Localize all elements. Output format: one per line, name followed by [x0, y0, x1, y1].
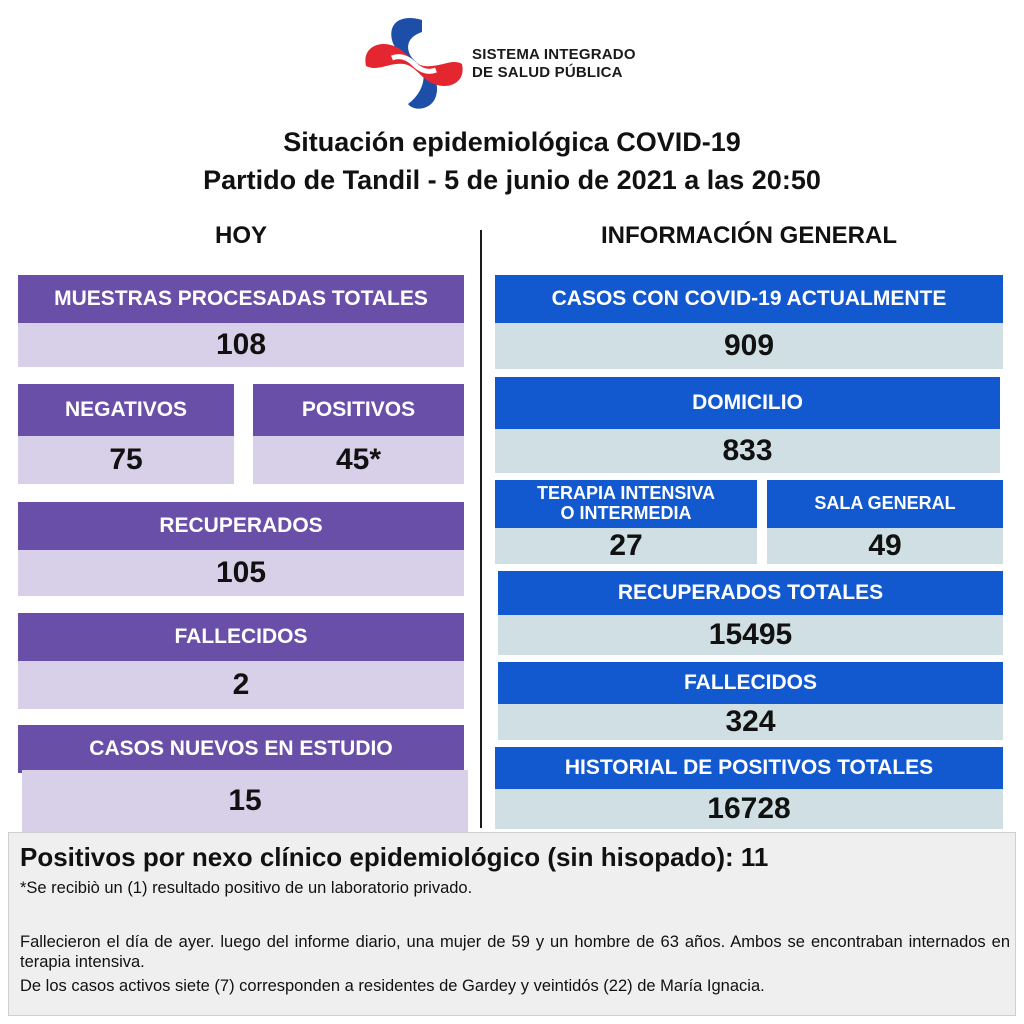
- negativos-value: 75: [18, 436, 234, 484]
- health-system-logo-icon: [362, 14, 466, 114]
- org-name: [472, 46, 636, 82]
- historial-value: 16728: [495, 789, 1003, 829]
- terapia-value: 27: [495, 528, 757, 564]
- column-divider: [480, 230, 482, 828]
- footnote-private-lab: *Se recibiò un (1) resultado positivo de un laboratorio privado.: [20, 879, 473, 897]
- recuperados-value: 105: [18, 550, 464, 596]
- fallecidos-general-value: 324: [498, 704, 1003, 740]
- page-title: Situación epidemiológica COVID-19: [283, 127, 741, 157]
- fallecidos-hoy-value: 2: [18, 661, 464, 709]
- muestras-value: 108: [18, 323, 464, 367]
- muestras-label: MUESTRAS PROCESADAS TOTALES: [18, 275, 464, 323]
- positivos-label: POSITIVOS: [253, 384, 464, 436]
- fallecidos-hoy-label: FALLECIDOS: [18, 613, 464, 661]
- terapia-label-line1: TERAPIA INTENSIVA: [536, 483, 715, 504]
- domicilio-label: DOMICILIO: [495, 377, 1000, 429]
- section-heading-hoy: HOY: [214, 222, 267, 249]
- domicilio-value: 833: [495, 429, 1000, 473]
- footer-paragraph-active-cases: De los casos activos siete (7) corresponden a residentes de Gardey y veintidós (22) de María Ignacia.: [20, 977, 765, 995]
- section-heading-general: INFORMACIÓN GENERAL: [601, 222, 897, 249]
- sala-general-value: 49: [767, 528, 1003, 564]
- casos-nuevos-label: CASOS NUEVOS EN ESTUDIO: [18, 725, 464, 773]
- casos-nuevos-value: 15: [22, 770, 468, 832]
- terapia-label: [495, 480, 757, 528]
- org-name-line2: DE SALUD PÚBLICA: [472, 64, 623, 81]
- nexo-clinico-summary: Positivos por nexo clínico epidemiológico (sin hisopado): 11: [20, 842, 769, 872]
- org-name-line1: SISTEMA INTEGRADO: [472, 46, 636, 63]
- historial-label: HISTORIAL DE POSITIVOS TOTALES: [495, 747, 1003, 789]
- terapia-label-line2: O INTERMEDIA: [560, 503, 692, 523]
- recuperados-totales-value: 15495: [498, 615, 1003, 655]
- recuperados-totales-label: RECUPERADOS TOTALES: [498, 571, 1003, 615]
- recuperados-label: RECUPERADOS: [18, 502, 464, 550]
- casos-actuales-value: 909: [495, 323, 1003, 369]
- page-subtitle: Partido de Tandil - 5 de junio de 2021 a las 20:50: [203, 165, 821, 195]
- casos-actuales-label: CASOS CON COVID-19 ACTUALMENTE: [495, 275, 1003, 323]
- fallecidos-general-label: FALLECIDOS: [498, 662, 1003, 704]
- sala-general-label: SALA GENERAL: [767, 480, 1003, 528]
- positivos-value: 45*: [253, 436, 464, 484]
- negativos-label: NEGATIVOS: [18, 384, 234, 436]
- footer-paragraph-deaths: Fallecieron el día de ayer. luego del informe diario, una mujer de 59 y un hombre de 63 años. Ambos se encontraban internados en terapia intensiva.: [20, 933, 1010, 971]
